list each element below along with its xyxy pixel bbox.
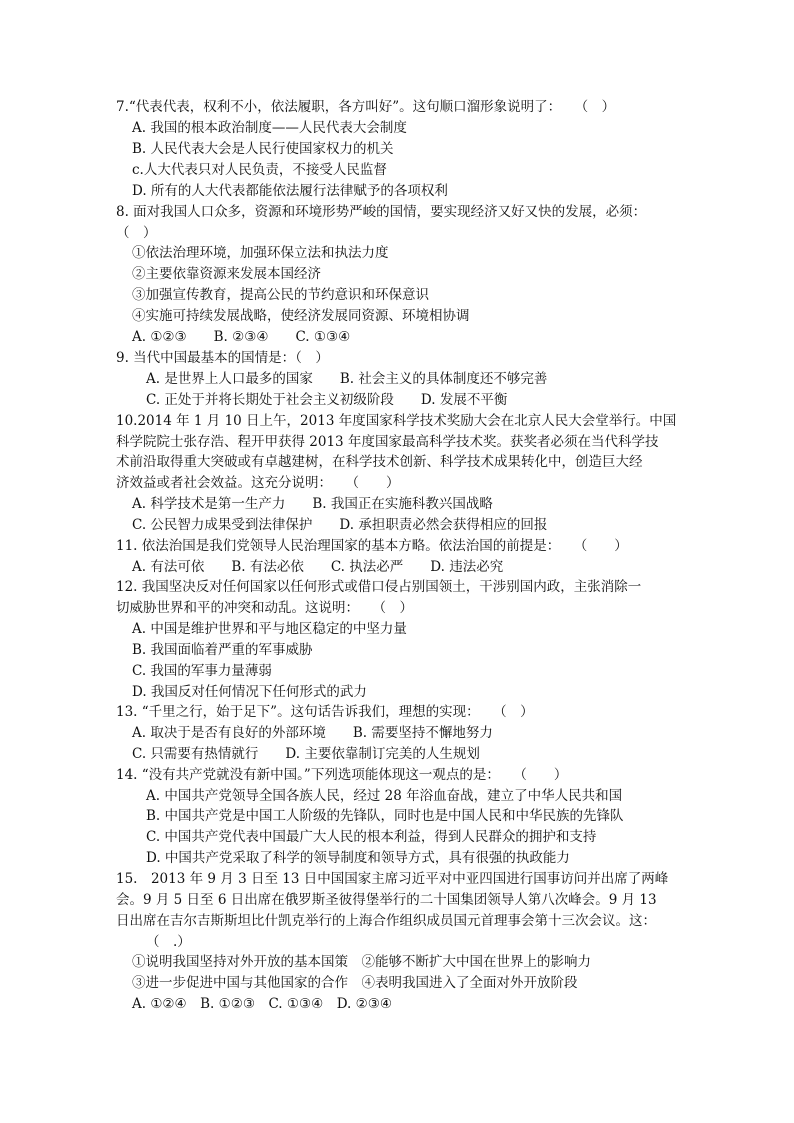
q14-option-c: C. 中国共产党代表中国最广大人民的根本利益，得到人民群众的拥护和支持 <box>146 829 597 845</box>
q8-title: 8. 面对我国人口众多，资源和环境形势严峻的国情，要实现经济又好又快的发展，必须： <box>116 204 647 220</box>
q7-option-c: c.人大代表只对人民负责，不接受人民监督 <box>132 162 387 178</box>
q13-title: 13. “千里之行，始于足下”。这句话告诉我们，理想的实现： （ ） <box>116 704 534 720</box>
q8-item-2: ②主要依靠资源来发展本国经济 <box>132 266 321 282</box>
q9-title: 9. 当代中国最基本的国情是：（ ） <box>116 350 329 366</box>
q12-option-c: C. 我国的军事力量薄弱 <box>132 663 272 679</box>
q7-option-b: B. 人民代表大会是人民行使国家权力的机关 <box>132 141 394 157</box>
q12-option-b: B. 我国面临着严重的军事威胁 <box>132 642 313 658</box>
q11-options: A. 有法可依 B. 有法必依 C. 执法必严 D. 违法必究 <box>132 559 504 575</box>
q7-title: 7.“代表代表，权利不小，依法履职，各方叫好”。这句顺口溜形象说明了： （ ） <box>116 99 616 115</box>
q15-items-row-1: ①说明我国坚持对外开放的基本国策 ②能够不断扩大中国在世界上的影响力 <box>132 954 591 970</box>
q14-option-b: B. 中国共产党是中国工人阶级的先锋队，同时也是中国人民和中华民族的先锋队 <box>146 808 624 824</box>
q8-title-bracket: （ ） <box>116 225 157 241</box>
q8-item-4: ④实施可持续发展战略，使经济发展同资源、环境相协调 <box>132 308 470 324</box>
q8-item-3: ③加强宣传教育，提高公民的节约意识和环保意识 <box>132 287 429 303</box>
q8-choices: A. ①②③ B. ②③④ C. ①③④ <box>132 329 351 345</box>
q12-option-d: D. 我国反对任何情况下任何形式的武力 <box>132 684 367 700</box>
q15-choices: A. ①②④ B. ①②③ C. ①③④ D. ②③④ <box>132 996 392 1012</box>
q14-option-d: D. 中国共产党采取了科学的领导制度和领导方式，具有很强的执政能力 <box>146 850 570 866</box>
q15-line-3: 日出席在吉尔吉斯斯坦比什凯克举行的上海合作组织成员国元首理事会第十三次会议。这： <box>116 913 656 929</box>
q7-option-a: A. 我国的根本政治制度——人民代表大会制度 <box>132 120 407 136</box>
q10-options-row-1: A. 科学技术是第一生产力 B. 我国正在实施科教兴国战略 <box>132 496 493 512</box>
q10-line-3: 术前沿取得重大突破或有卓越建树，在科学技术创新、科学技术成果转化中，创造巨大经 <box>116 454 643 470</box>
q15-line-1: 15. 2013 年 9 月 3 日至 13 日中国国家主席习近平对中亚四国进行国事访问并出席了两峰 <box>116 871 669 887</box>
q15-items-row-2: ③进一步促进中国与其他国家的合作 ④表明我国进入了全面对外开放阶段 <box>132 975 578 991</box>
q9-options-row-1: A. 是世界上人口最多的国家 B. 社会主义的具体制度还不够完善 <box>146 371 548 387</box>
q10-line-1: 10.2014 年 1 月 10 日上午，2013 年度国家科学技术奖励大会在北京人民大会堂举行。中国 <box>116 413 677 429</box>
q10-line-2: 科学院院士张存浩、程开甲获得 2013 年度国家最高科学技术奖。获奖者必须在当代科学技 <box>116 434 659 450</box>
q7-option-d: D. 所有的人大代表都能依法履行法律赋予的各项权利 <box>132 183 448 199</box>
q9-options-row-2: C. 正处于并将长期处于社会主义初级阶段 D. 发展不平衡 <box>146 392 508 408</box>
q13-options-row-2: C. 只需要有热情就行 D. 主要依靠制订完美的人生规划 <box>132 746 480 762</box>
q12-line-1: 12. 我国坚决反对任何国家以任何形式或借口侵占别国领土，干涉别国内政，主张消除一 <box>116 579 642 595</box>
q15-line-2: 会。9 月 5 日至 6 日出席在俄罗斯圣彼得堡举行的二十国集团领导人第八次峰会。9 月 13 <box>116 892 657 908</box>
q14-option-a: A. 中国共产党领导全国各族人民，经过 28 年浴血奋战，建立了中华人民共和国 <box>146 788 623 804</box>
q15-bracket: （ .） <box>146 934 191 950</box>
q13-options-row-1: A. 取决于是否有良好的外部环境 B. 需要坚持不懈地努力 <box>132 725 493 741</box>
q10-line-4: 济效益或者社会效益。这充分说明： （ ） <box>116 475 400 491</box>
q12-line-2: 切威胁世界和平的冲突和动乱。这说明： （ ） <box>116 600 413 616</box>
q10-options-row-2: C. 公民智力成果受到法律保护 D. 承担职责必然会获得相应的回报 <box>132 517 548 533</box>
q8-item-1: ①依法治理环境，加强环保立法和执法力度 <box>132 245 389 261</box>
q12-option-a: A. 中国是维护世界和平与地区稳定的中坚力量 <box>132 621 407 637</box>
q11-title: 11. 依法治国是我们党领导人民治理国家的基本方略。依法治国的前提是： （ ） <box>116 538 628 554</box>
q14-title: 14. “没有共产党就没有新中国。”下列选项能体现这一观点的是： （ ） <box>116 767 568 783</box>
